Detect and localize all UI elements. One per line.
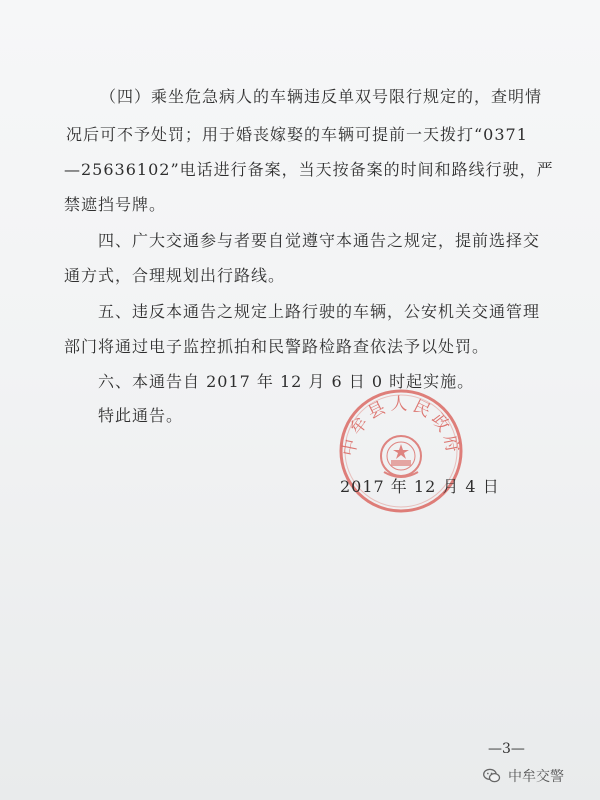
wechat-watermark (482, 766, 564, 786)
text-line: 况后可不予处罚；用于婚丧嫁娶的车辆可提前一天拨打“0371 (66, 125, 528, 144)
text-line: 六、本通告自 2017 年 12 月 6 日 0 时起实施。 (98, 372, 475, 391)
text-line: —25636102”电话进行备案，当天按备案的时间和路线行驶，严 (64, 160, 554, 179)
page-number: —3— (488, 741, 525, 757)
text-line: 通方式，合理规划出行路线。 (64, 266, 286, 285)
text-line: 部门将通过电子监控抓拍和民警路检路查依法予以处罚。 (64, 337, 490, 356)
text-line: （四）乘坐危急病人的车辆违反单双号限行规定的，查明情 (100, 87, 543, 106)
seal-text: 中牟县人民政府 (339, 394, 463, 458)
text-line: 四、广大交通参与者要自觉遵守本通告之规定，提前选择交 (98, 231, 541, 250)
watermark-label: 中牟交警 (508, 769, 564, 785)
text-line: 禁遮挡号牌。 (64, 195, 167, 214)
national-emblem-icon (381, 436, 421, 477)
text-line: 五、违反本通告之规定上路行驶的车辆，公安机关交通管理 (98, 302, 541, 321)
sign-date: 2017 年 12 月 4 日 (340, 477, 500, 496)
closing-line: 特此通告。 (98, 406, 184, 425)
wechat-icon (482, 766, 502, 786)
